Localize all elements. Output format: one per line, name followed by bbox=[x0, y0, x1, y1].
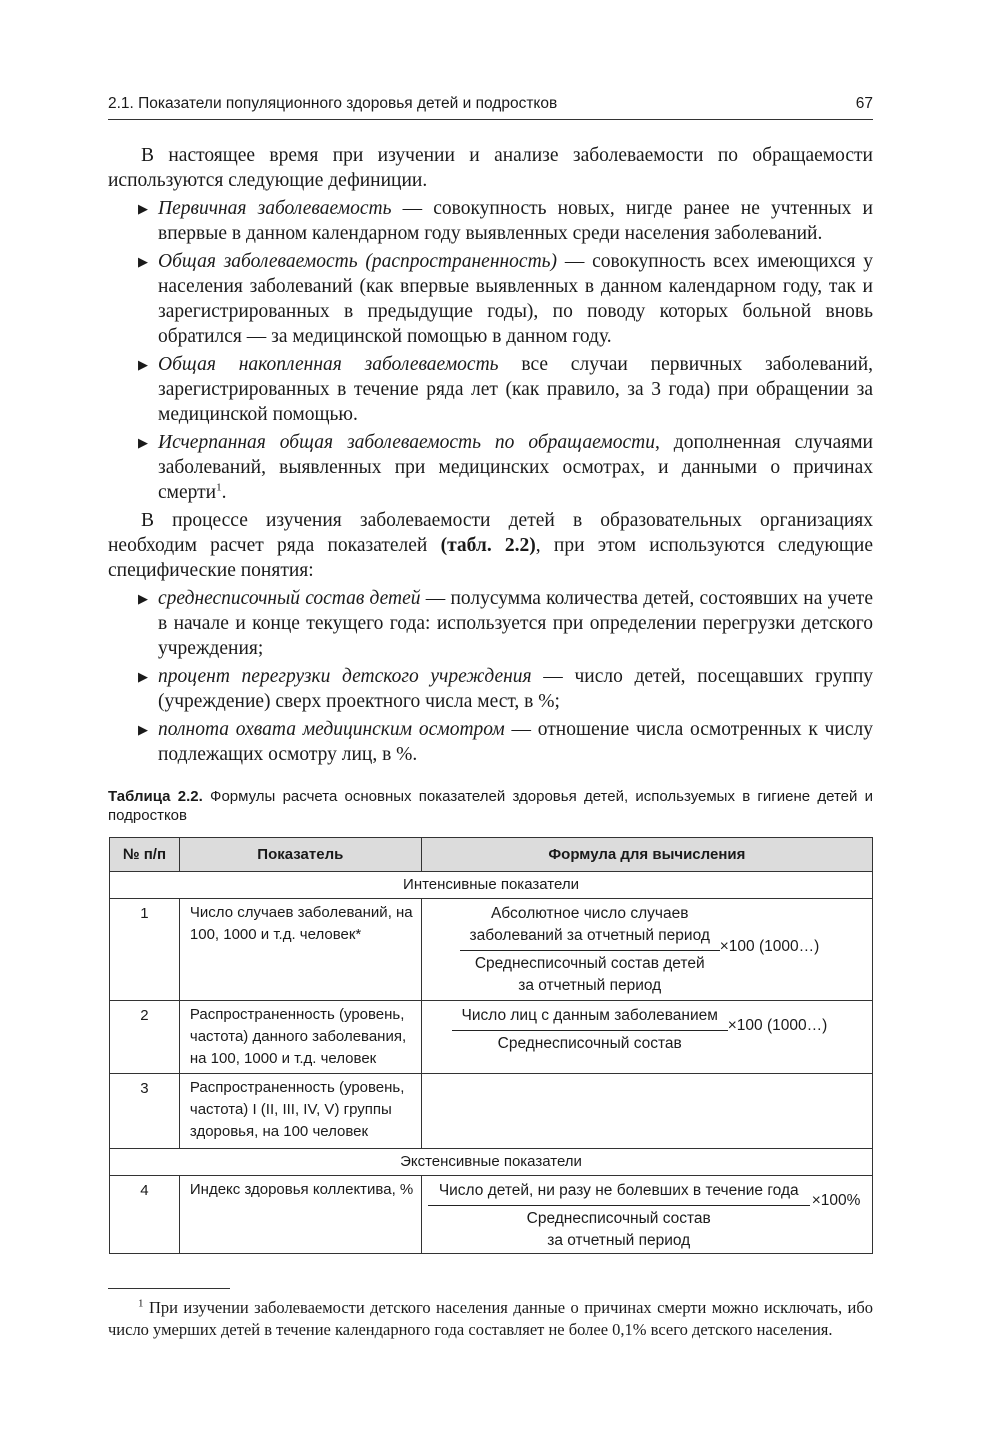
list-item: ▶ Общая накопленная заболеваемость все случаи первичных заболеваний, зарегистрированных в течение ряда лет (как правило, за 3 года) при обращении за медицинской помощью. bbox=[138, 354, 873, 425]
fraction-bar bbox=[428, 1205, 810, 1206]
intro-paragraph: В настоящее время при изучении и анализе заболеваемости по обращаемости используются следующие дефиниции. bbox=[108, 145, 873, 191]
triangle-bullet-icon: ▶ bbox=[138, 591, 148, 606]
list-item: ▶ процент перегрузки детского учреждения — число детей, посещавших группу (учреждение) сверх проектного числа мест, в %; bbox=[138, 666, 874, 712]
list-item: ▶ Общая заболеваемость (распространенность) — совокупность всех имеющихся у населения заболеваний (как впервые выявленных в данном календарном году, так и зарегистрированных в предыдущие годы), по поводу которых больной вновь обратился — за медицинской помощью в данном году. bbox=[138, 251, 874, 347]
term: Общая заболеваемость (распространенность) bbox=[158, 251, 558, 272]
section-title: Экстенсивные показатели bbox=[110, 1149, 873, 1176]
term: процент перегрузки детского учреждения bbox=[158, 666, 532, 687]
triangle-bullet-icon: ▶ bbox=[138, 435, 148, 450]
definitions-list bbox=[108, 196, 873, 505]
fraction-bar bbox=[460, 950, 720, 951]
term: Первичная заболеваемость bbox=[158, 198, 392, 219]
formula-cell bbox=[421, 1176, 872, 1254]
indicator-cell: Индекс здоровья коллектива, % bbox=[179, 1176, 421, 1254]
column-header: № п/п bbox=[110, 838, 180, 872]
list-item: ▶ полнота охвата медицинским осмотром — отношение числа осмотренных к числу подлежащих осмотру лиц, в %. bbox=[138, 719, 873, 765]
table-row bbox=[110, 899, 873, 1001]
formulas-table bbox=[109, 837, 873, 1254]
formula-cell bbox=[421, 1074, 872, 1149]
fraction: Число детей, ни разу не болевших в течение года Среднесписочный состав за отчетный период bbox=[428, 1180, 810, 1252]
multiplier: ×100% bbox=[811, 1192, 861, 1209]
triangle-bullet-icon: ▶ bbox=[138, 669, 148, 684]
triangle-bullet-icon: ▶ bbox=[138, 201, 148, 216]
row-number: 2 bbox=[110, 1001, 180, 1074]
indicator-cell: Число случаев заболеваний, на 100, 1000 и т.д. человек* bbox=[179, 899, 421, 1001]
term: Общая накопленная заболеваемость bbox=[158, 354, 499, 375]
indicator-cell: Распространенность (уровень, частота) I (II, III, IV, V) группы здоровья, на 100 человек bbox=[179, 1074, 421, 1149]
footnote-rule bbox=[108, 1288, 230, 1289]
concepts-list bbox=[108, 586, 873, 767]
column-header: Показатель bbox=[179, 838, 421, 872]
running-header bbox=[108, 95, 873, 120]
term: среднесписочный состав детей bbox=[158, 588, 421, 609]
table-reference: (табл. 2.2) bbox=[440, 535, 536, 556]
indicator-cell: Распространенность (уровень, частота) данного заболевания, на 100, 1000 и т.д. человек bbox=[179, 1001, 421, 1074]
main-text bbox=[108, 143, 873, 770]
triangle-bullet-icon: ▶ bbox=[138, 254, 148, 269]
row-number: 4 bbox=[110, 1176, 180, 1254]
page-number: 67 bbox=[855, 95, 873, 112]
fraction: Абсолютное число случаев заболеваний за отчетный период Среднесписочный состав детей за отчетный период bbox=[460, 903, 720, 997]
section-row bbox=[110, 1149, 873, 1176]
table-header-row bbox=[110, 838, 873, 872]
table-row bbox=[110, 1001, 873, 1074]
table-caption: Таблица 2.2. Формулы расчета основных показателей здоровья детей, используемых в гигиене детей и подростков bbox=[108, 788, 873, 824]
row-number: 1 bbox=[110, 899, 180, 1001]
fraction: Число лиц с данным заболеванием Среднесписочный состав bbox=[452, 1005, 728, 1055]
section-row bbox=[110, 872, 873, 899]
table-row bbox=[110, 1074, 873, 1149]
footnote: $^1$ При изучении заболеваемости детского населения данные о причинах смерти можно исключать, ибо число умерших детей в течение календарного года составляет не более 0,1% всего детского населения. bbox=[108, 1297, 873, 1339]
table-row bbox=[110, 1176, 873, 1254]
running-title: 2.1. Показатели популяционного здоровья детей и подростков bbox=[108, 95, 558, 112]
list-item: ▶ среднесписочный состав детей — полусумма количества детей, состоявших на учете в начале и конце текущего года: используется при определении перегрузки детского учреждения; bbox=[138, 588, 873, 659]
footnote-ref: 1 bbox=[216, 481, 222, 494]
triangle-bullet-icon: ▶ bbox=[138, 722, 148, 737]
footnote-mark: 1 bbox=[138, 1297, 144, 1310]
list-item: ▶ Первичная заболеваемость — совокупность новых, нигде ранее не учтенных и впервые в данном календарном году выявленных среди населения заболеваний. bbox=[138, 198, 873, 244]
row-number: 3 bbox=[110, 1074, 180, 1149]
multiplier: ×100 (1000…) bbox=[719, 938, 820, 955]
column-header: Формула для вычисления bbox=[421, 838, 872, 872]
term: полнота охвата медицинским осмотром bbox=[158, 719, 505, 740]
term: Исчерпанная общая заболеваемость по обращаемости bbox=[158, 432, 655, 453]
multiplier: ×100 (1000…) bbox=[727, 1017, 828, 1034]
concepts-paragraph: В процессе изучения заболеваемости детей в образовательных организациях необходим расчет ряда показателей (табл. 2.2), при этом используются следующие специфические понятия: bbox=[108, 510, 873, 581]
formula-cell bbox=[421, 899, 872, 1001]
fraction-bar bbox=[452, 1030, 728, 1031]
formula-cell bbox=[421, 1001, 872, 1074]
list-item: ▶ Исчерпанная общая заболеваемость по обращаемости, дополненная случаями заболеваний, выявленных при медицинских осмотрах, и данными о причинах смерти$^1$. bbox=[138, 432, 873, 503]
section-title: Интенсивные показатели bbox=[110, 872, 873, 899]
triangle-bullet-icon: ▶ bbox=[138, 357, 148, 372]
